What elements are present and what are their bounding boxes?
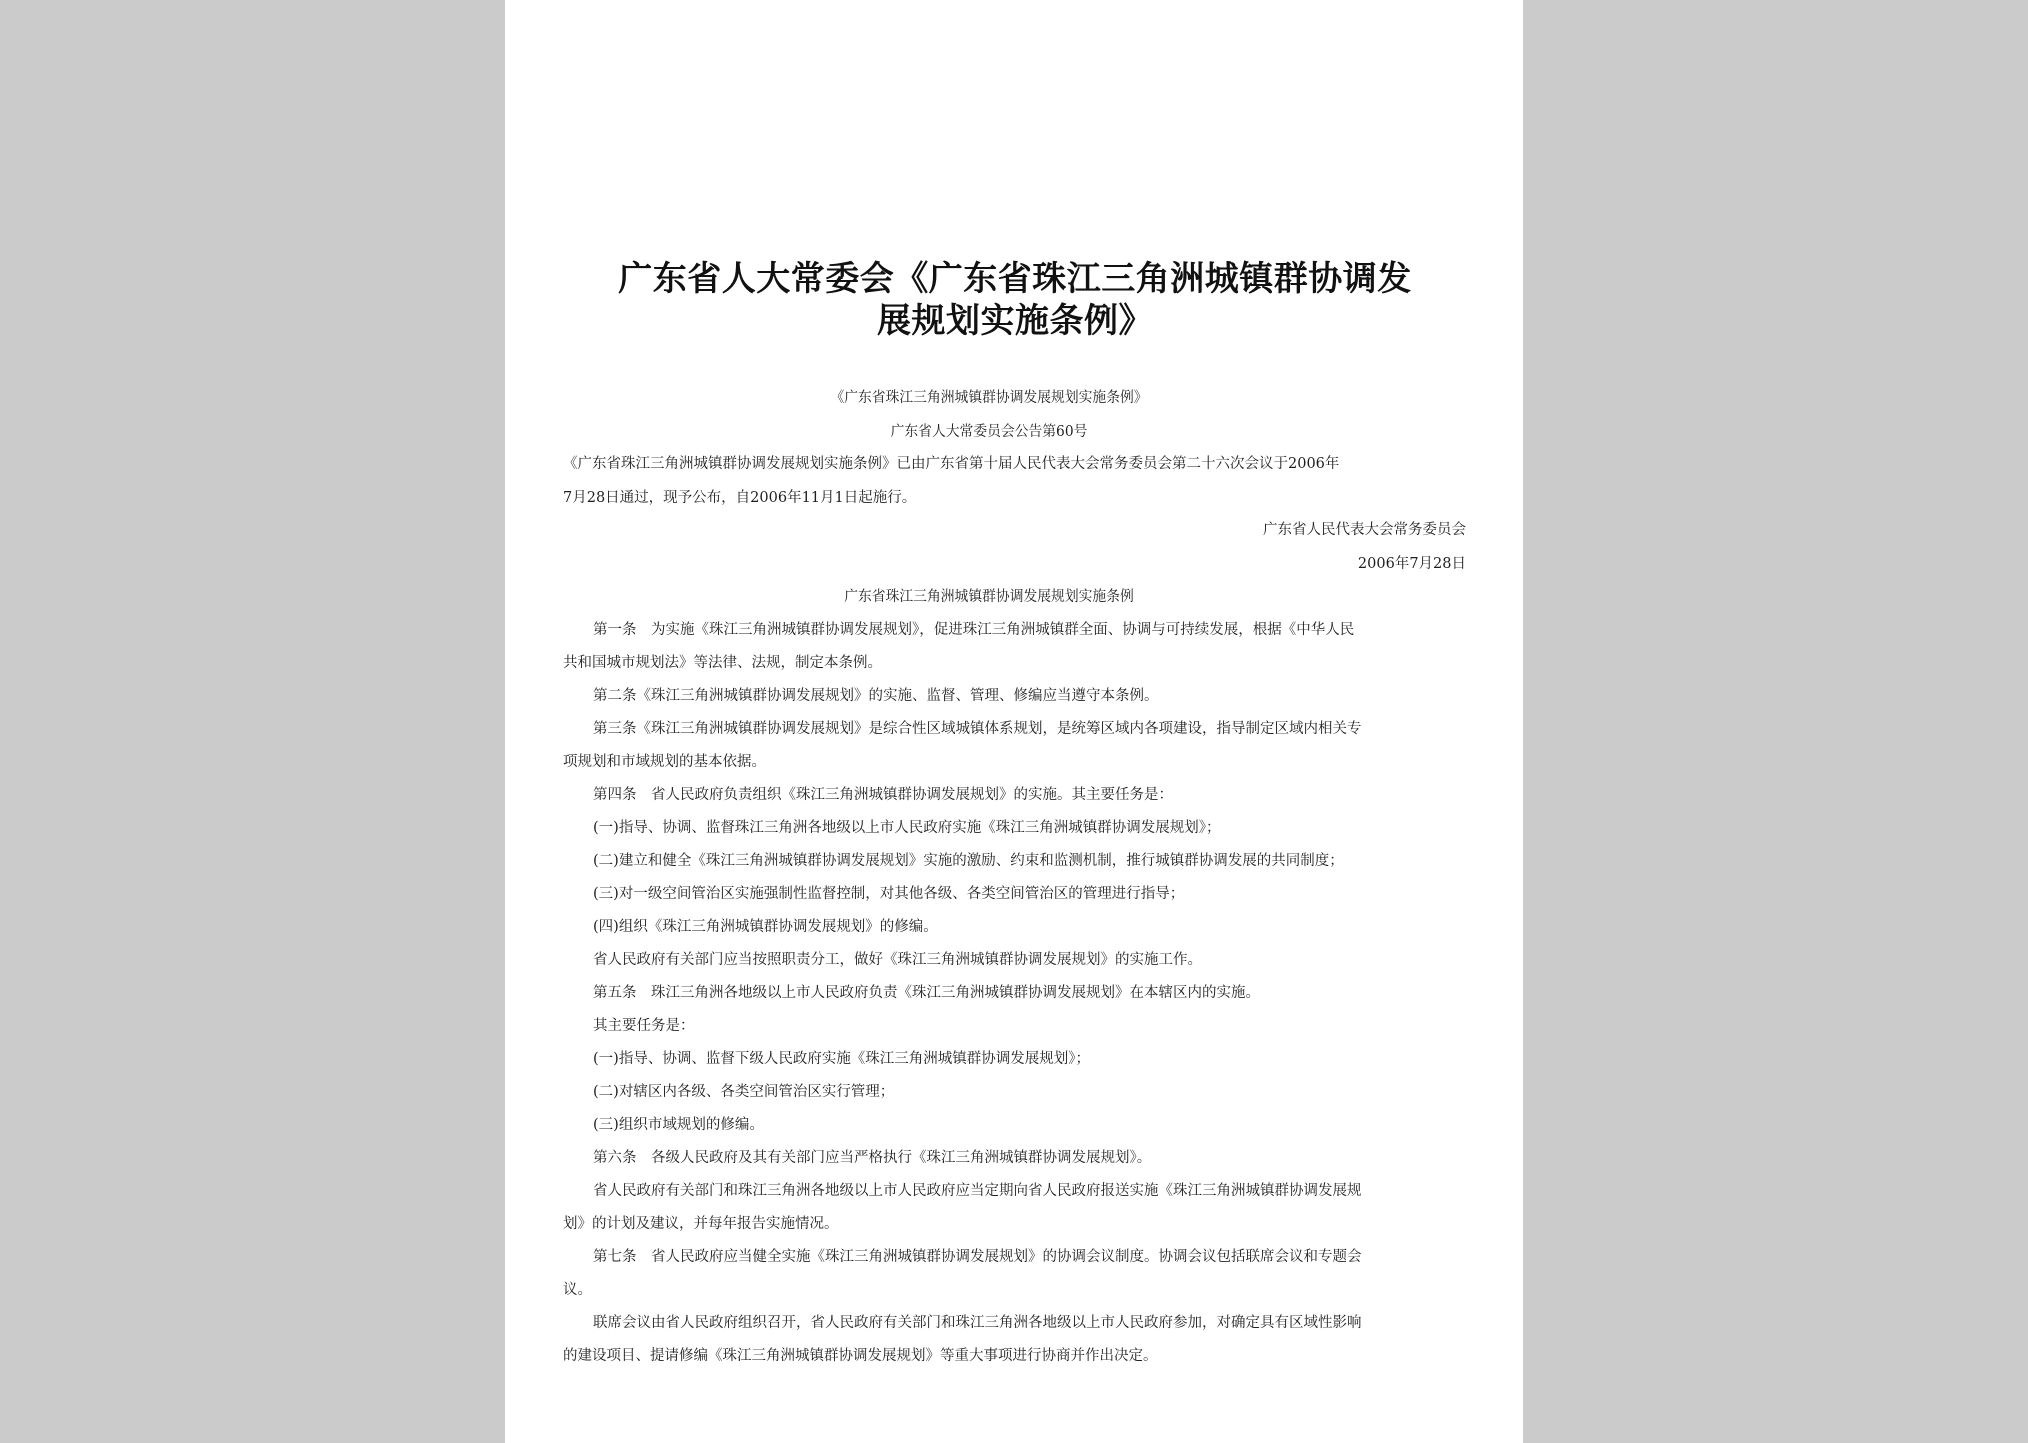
body-line: 第五条 珠江三角洲各地级以上市人民政府负责《珠江三角洲城镇群协调发展规划》在本辖区内的实施。: [593, 985, 1260, 1001]
intro-line: 7月28日通过，现予公布，自2006年11月1日起施行。: [563, 490, 917, 506]
body-line: 其主要任务是：: [593, 1018, 695, 1034]
body-line: 的建设项目、提请修编《珠江三角洲城镇群协调发展规划》等重大事项进行协商并作出决定。: [563, 1348, 1158, 1364]
body-line: 第六条 各级人民政府及其有关部门应当严格执行《珠江三角洲城镇群协调发展规划》。: [593, 1150, 1152, 1166]
body-line: 省人民政府有关部门应当按照职责分工，做好《珠江三角洲城镇群协调发展规划》的实施工作。: [593, 952, 1202, 968]
body-line: 第四条 省人民政府负责组织《珠江三角洲城镇群协调发展规划》的实施。其主要任务是：: [593, 787, 1173, 803]
body-line: 共和国城市规划法》等法律、法规，制定本条例。: [563, 655, 882, 671]
body-line: (一)指导、协调、监督下级人民政府实施《珠江三角洲城镇群协调发展规划》；: [593, 1051, 1091, 1067]
body-line: 项规划和市域规划的基本依据。: [563, 754, 766, 770]
title-line: 广东省人大常委会《广东省珠江三角洲城镇群协调发: [618, 259, 1412, 299]
body-line: 联席会议由省人民政府组织召开，省人民政府有关部门和珠江三角洲各地级以上市人民政府参加，对确定具有区域性影响: [593, 1315, 1362, 1331]
body-line: 第二条《珠江三角洲城镇群协调发展规划》的实施、监督、管理、修编应当遵守本条例。: [593, 688, 1159, 704]
body-line: (二)建立和健全《珠江三角洲城镇群协调发展规划》实施的激励、约束和监测机制，推行城镇群协调发展的共同制度；: [593, 853, 1344, 869]
body-line: 第一条 为实施《珠江三角洲城镇群协调发展规划》，促进珠江三角洲城镇群全面、协调与可持续发展，根据《中华人民: [593, 622, 1355, 638]
regulation-title: 广东省珠江三角洲城镇群协调发展规划实施条例: [844, 589, 1134, 605]
body-line: (三)组织市域规划的修编。: [593, 1117, 764, 1133]
subtitle: 《广东省珠江三角洲城镇群协调发展规划实施条例》: [830, 390, 1148, 406]
body-line: 省人民政府有关部门和珠江三角洲各地级以上市人民政府应当定期向省人民政府报送实施《珠江三角洲城镇群协调发展规: [593, 1183, 1362, 1199]
document-title: [565, 258, 1465, 342]
body-line: 第三条《珠江三角洲城镇群协调发展规划》是综合性区域城镇体系规划，是统筹区域内各项建设，指导制定区域内相关专: [593, 721, 1362, 737]
document-page: [505, 0, 1523, 1443]
body-line: 第七条 省人民政府应当健全实施《珠江三角洲城镇群协调发展规划》的协调会议制度。协调会议包括联席会议和专题会: [593, 1249, 1362, 1265]
intro-line: 《广东省珠江三角洲城镇群协调发展规划实施条例》已由广东省第十届人民代表大会常务委员会第二十六次会议于2006年: [563, 456, 1340, 472]
body-line: (二)对辖区内各级、各类空间管治区实行管理；: [593, 1084, 895, 1100]
issuer-signature: 广东省人民代表大会常务委员会: [1263, 522, 1466, 538]
issue-date: 2006年7月28日: [1357, 556, 1466, 572]
body-line: 议。: [563, 1282, 592, 1298]
body-line: (三)对一级空间管治区实施强制性监督控制，对其他各级、各类空间管治区的管理进行指导；: [593, 886, 1185, 902]
body-line: (四)组织《珠江三角洲城镇群协调发展规划》的修编。: [593, 919, 938, 935]
body-line: 划》的计划及建议，并每年报告实施情况。: [563, 1216, 839, 1232]
announcement-number: 广东省人大常委员会公告第60号: [890, 424, 1088, 440]
title-line: 展规划实施条例》: [877, 301, 1153, 341]
body-line: (一)指导、协调、监督珠江三角洲各地级以上市人民政府实施《珠江三角洲城镇群协调发展规划》；: [593, 820, 1221, 836]
